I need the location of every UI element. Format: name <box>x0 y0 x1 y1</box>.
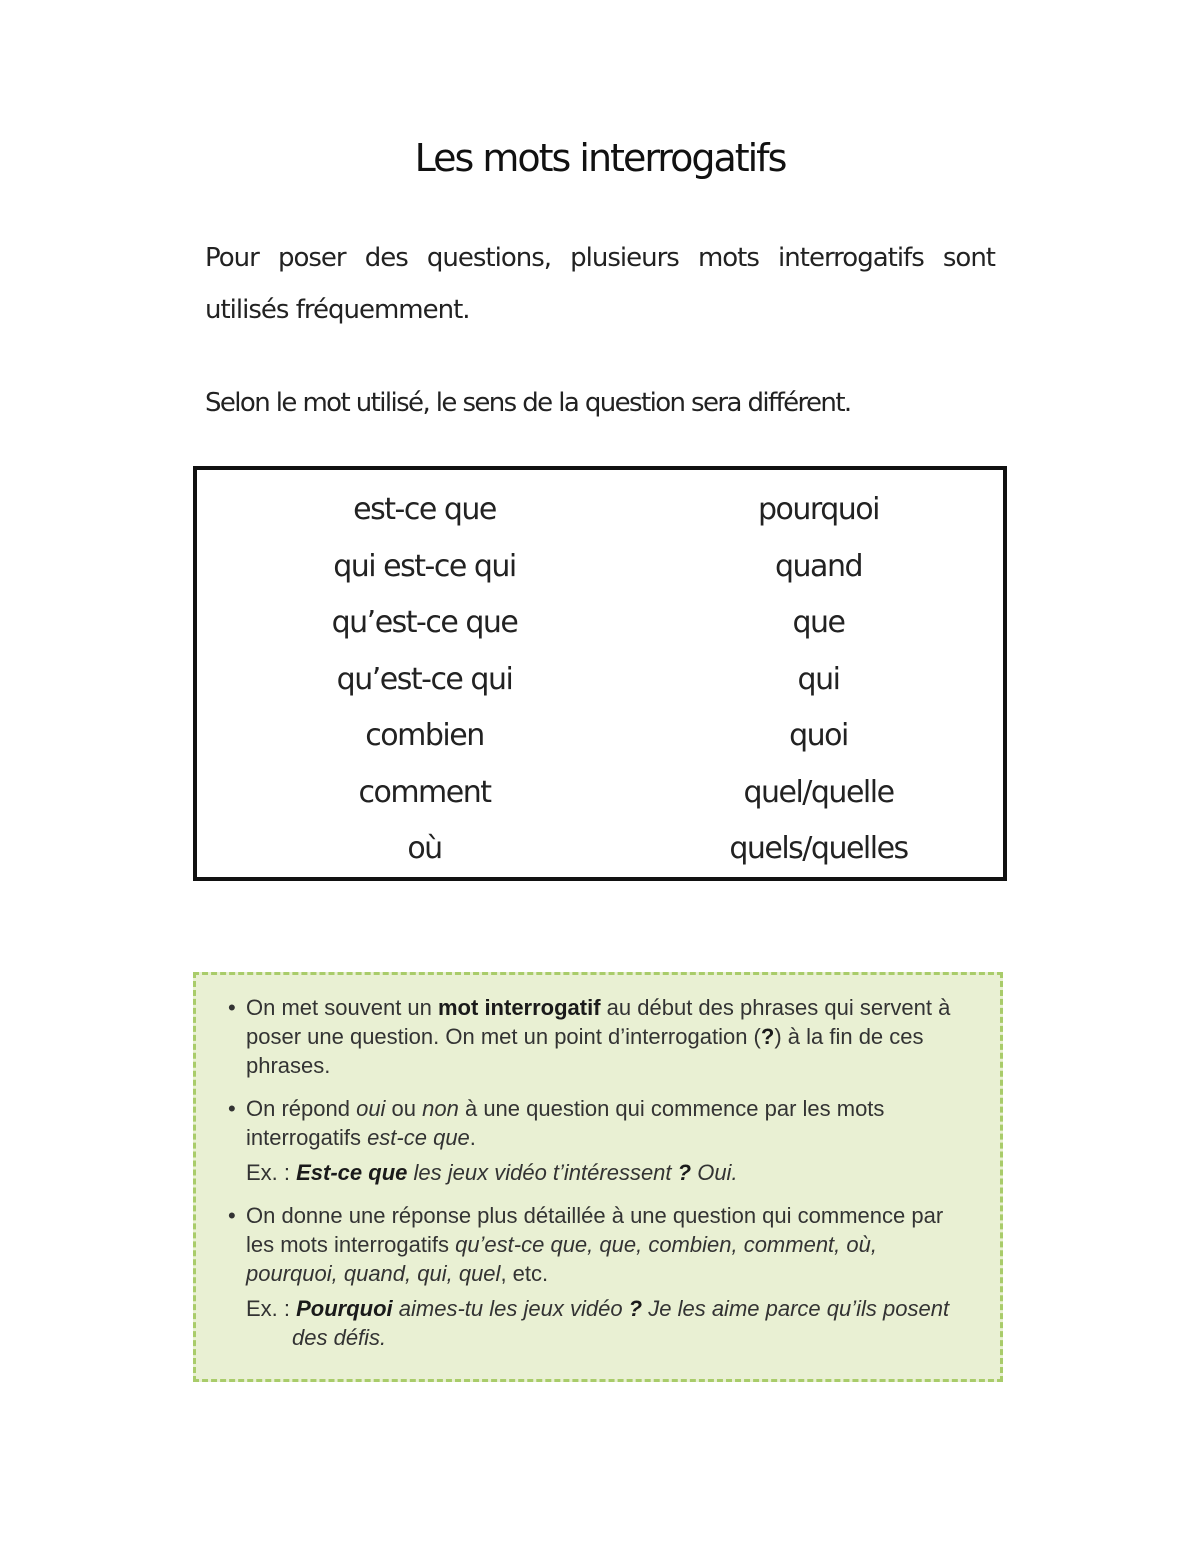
note-bold-term: mot interrogatif <box>438 995 601 1020</box>
word-item: comment <box>358 774 491 810</box>
example-text: les jeux vidéo t’intéressent <box>407 1160 672 1185</box>
example-question-mark: ? <box>671 1160 692 1185</box>
example-question-mark: ? <box>622 1296 643 1321</box>
example-bold-word: Pourquoi <box>296 1296 393 1321</box>
note-text: On répond <box>246 1096 357 1121</box>
example-sentence-detailed <box>246 1294 960 1352</box>
note-italic-term: non <box>422 1096 459 1121</box>
note-text: . <box>469 1125 476 1150</box>
page-title: Les mots interrogatifs <box>414 136 786 180</box>
word-item: qui <box>797 661 840 697</box>
word-item: combien <box>365 718 484 753</box>
note-text: On met souvent un <box>246 995 438 1020</box>
note-item-yes-no <box>226 1094 960 1187</box>
word-item: que <box>792 605 845 640</box>
word-item: quels/quelles <box>729 831 908 866</box>
word-item: est-ce que <box>353 492 496 527</box>
word-item: pourquoi <box>758 492 879 527</box>
grammar-note-box <box>193 972 1003 1382</box>
bullet-icon: • <box>228 995 236 1020</box>
note-text: au début des phrases qui servent à poser une question. On met un point d’interrogation ( <box>246 995 951 1049</box>
word-item: quoi <box>789 718 848 753</box>
example-prefix: Ex. : <box>246 1296 297 1321</box>
bullet-icon: • <box>228 1203 236 1228</box>
example-sentence-yes-no <box>246 1158 960 1187</box>
example-text: aimes-tu les jeux vidéo <box>392 1296 623 1321</box>
note-item-usage <box>226 993 960 1080</box>
intro-paragraph-questions: Pour poser des questions, plusieurs mots interrogatifs sont utilisés fréquemment. <box>205 243 995 325</box>
note-italic-term: est-ce que <box>367 1125 470 1150</box>
example-answer: Je les aime parce qu’ils posent des défis. <box>292 1296 950 1350</box>
word-item: qui est-ce qui <box>333 548 516 584</box>
note-question-mark: ? <box>760 1024 775 1049</box>
intro-paragraph-meaning: Selon le mot utilisé, le sens de la question sera différent. <box>205 388 851 418</box>
word-item: quand <box>775 548 862 584</box>
note-text: ) à la fin de ces phrases. <box>246 1024 924 1078</box>
word-item: qu’est-ce que <box>331 605 518 640</box>
note-text: à une question qui commence par les mots interrogatifs <box>246 1096 885 1150</box>
note-text: On donne une réponse plus détaillée à une question qui commence par les mots interrogatifs <box>246 1203 944 1257</box>
words-column-left <box>223 484 626 880</box>
example-prefix: Ex. : <box>246 1160 297 1185</box>
interrogative-words-box <box>193 466 1007 881</box>
word-item: où <box>407 831 442 866</box>
note-italic-term: qu’est-ce que, que, combien, comment, où, pourquoi, quand, qui, quel <box>246 1232 877 1286</box>
words-column-right <box>617 484 1020 880</box>
word-item: quel/quelle <box>743 774 894 810</box>
bullet-icon: • <box>228 1096 236 1121</box>
example-bold-word: Est-ce que <box>296 1160 408 1185</box>
note-italic-term: oui <box>356 1096 386 1121</box>
note-text: ou <box>385 1096 423 1121</box>
note-text: , etc. <box>500 1261 549 1286</box>
example-answer: Oui. <box>691 1160 738 1185</box>
word-item: qu’est-ce qui <box>336 661 513 697</box>
note-item-detailed <box>226 1201 960 1352</box>
